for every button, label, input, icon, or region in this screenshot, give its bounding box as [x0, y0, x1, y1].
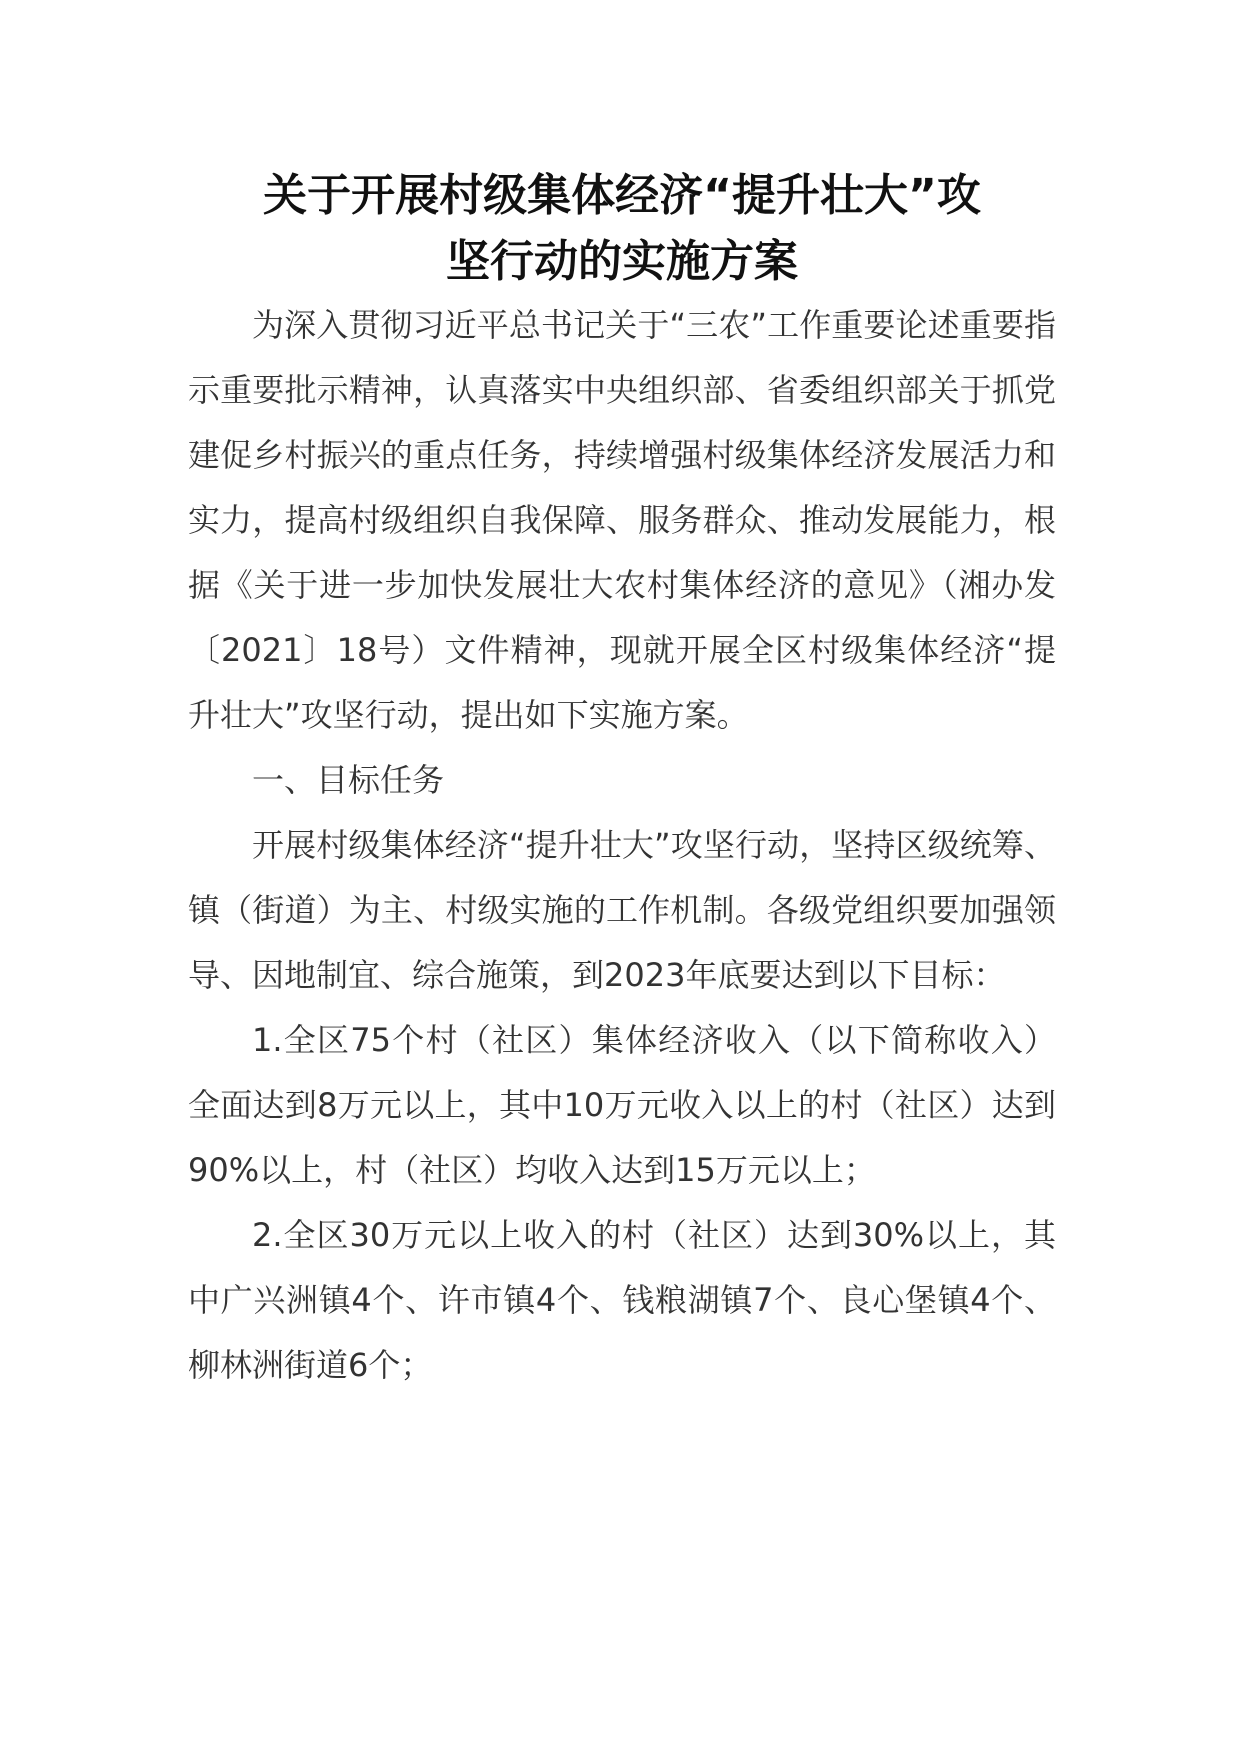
document-title-line-2: 坚行动的实施方案 — [446, 236, 798, 287]
objective-item-1: 1.全区75个村（社区）集体经济收入（以下简称收入）全面达到8万元以上，其中10万元收入以上的村（社区）达到90%以上，村（社区）均收入达到15万元以上； — [188, 1021, 1056, 1189]
intro-paragraph: 为深入贯彻习近平总书记关于“三农”工作重要论述重要指示重要批示精神，认真落实中央组织部、省委组织部关于抓党建促乡村振兴的重点任务，持续增强村级集体经济发展活力和实力，提高村级组织自我保障、服务群众、推动发展能力，根据《关于进一步加快发展壮大农村集体经济的意见》（湘办发〔2021〕18号）文件精神，现就开展全区村级集体经济“提升壮大”攻坚行动，提出如下实施方案。 — [188, 306, 1056, 734]
document-body — [188, 293, 1056, 1398]
objectives-paragraph: 开展村级集体经济“提升壮大”攻坚行动，坚持区级统筹、镇（街道）为主、村级实施的工作机制。各级党组织要加强领导、因地制宜、综合施策，到2023年底要达到以下目标： — [188, 826, 1056, 994]
document-title-line-1: 关于开展村级集体经济“提升壮大”攻 — [263, 170, 981, 221]
objective-item-2: 2.全区30万元以上收入的村（社区）达到30%以上，其中广兴洲镇4个、许市镇4个、钱粮湖镇7个、良心堡镇4个、柳林洲街道6个； — [188, 1216, 1056, 1384]
section-heading-objectives: 一、目标任务 — [252, 761, 445, 799]
